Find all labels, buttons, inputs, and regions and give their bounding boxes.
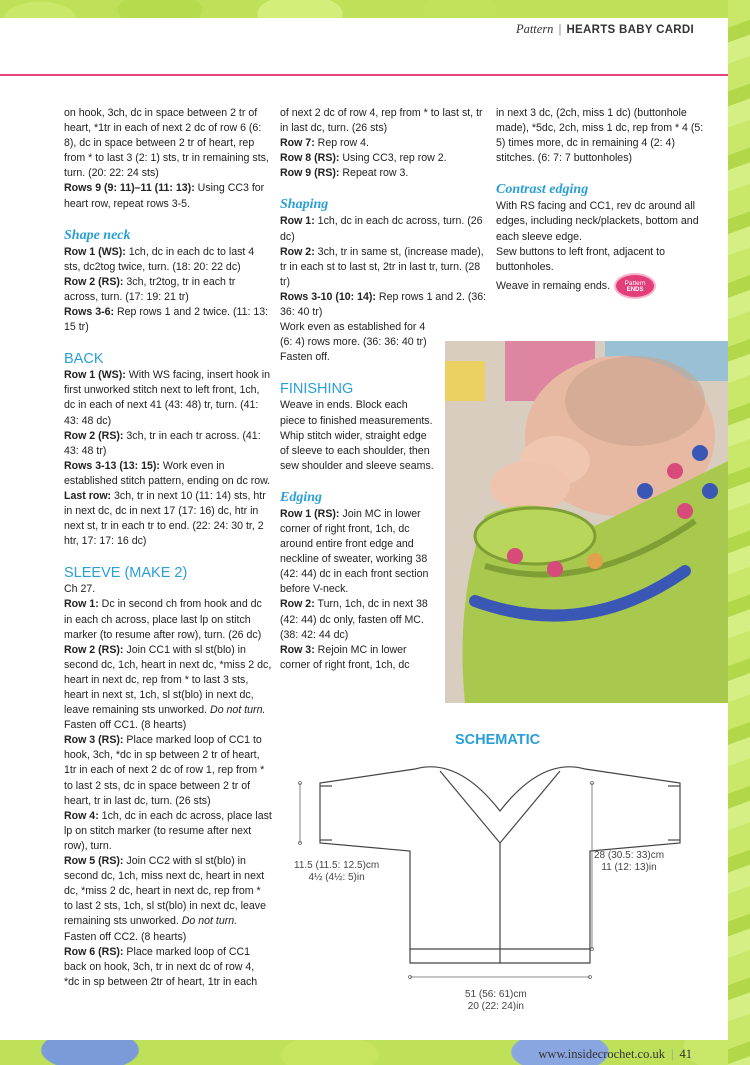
heading-back: BACK xyxy=(64,351,104,368)
paragraph: Weave in ends. Block each piece to finished measurements. Whip stitch wider, straight edge of sleeve to each shoulder, then sew shoulder and sleeve seams. xyxy=(280,399,434,472)
paragraph: Rows 3-13 (13: 15): Work even in established stitch pattern, ending on dc row. xyxy=(64,459,271,487)
column-3 xyxy=(496,106,711,297)
paragraph: With RS facing and CC1, rev dc around all edges, including neck/plackets, bottom and each sleeve edge. xyxy=(496,200,699,243)
header-section: Pattern xyxy=(515,22,554,36)
heading-shape-neck: Shape neck xyxy=(64,227,131,243)
heading-finishing: FINISHING xyxy=(280,381,354,398)
paragraph: Ch 27. xyxy=(64,583,96,596)
paragraph: in next 3 dc, (2ch, miss 1 dc) (buttonhole made), *5dc, 2ch, miss 1 dc, rep from * 4 (5: 5) times more, dc in remaining 4 (2: 4) stitches. (6: 7: 7 buttonholes) xyxy=(496,107,704,165)
paragraph: Row 2: Turn, 1ch, dc in next 38 (42: 44) dc only, fasten off MC. (38: 42: 44 dc) xyxy=(280,598,428,641)
paragraph: Row 7: Rep row 4. xyxy=(280,137,369,150)
paragraph: Row 1: 1ch, dc in each dc across, turn. (26 dc) xyxy=(280,215,483,243)
width-measurement: 51 (56: 61)cm 20 (22: 24)in xyxy=(465,989,527,1012)
paragraph: on hook, 3ch, dc in space between 2 tr of heart, *1tr in each of next 2 dc of row 6 (6: 8), dc in space between 2 tr of heart, rep from * to last 3 (2: 1) sts, tr in remaining sts, turn. (20: 22: 24 sts) xyxy=(64,107,269,180)
paragraph: Rows 9 (9: 11)–11 (11: 13): Using CC3 for heart row, repeat rows 3-5. xyxy=(64,182,265,210)
paragraph: Row 1: Dc in second ch from hook and dc in each ch across, place last lp on stitch marker (to resume after row), turn. (26 dc) xyxy=(64,598,262,641)
pattern-ends-badge: Pattern ENDS xyxy=(616,275,654,297)
paragraph: Row 5 (RS): Join CC2 with sl st(blo) in second dc, 1ch, miss next dc, heart in next dc, *miss 2 dc, heart in next dc, rep from * to last 2 sts, 1ch, sl st(blo) in next dc, leave remaining sts unworked. Do not turn. Fasten off CC2. (8 hearts) xyxy=(64,855,266,943)
page-header: Pattern | HEARTS BABY CARDI xyxy=(515,22,694,36)
paragraph: Row 9 (RS): Repeat row 3. xyxy=(280,167,409,180)
column-1 xyxy=(64,106,272,990)
paragraph: Row 2 (RS): 3ch, tr2tog, tr in each tr across, turn. (17: 19: 21 tr) xyxy=(64,275,236,303)
paragraph: Last row: 3ch, tr in next 10 (11: 14) sts, htr in next dc, dc in next 17 (17: 16) dc, htr in next st, tr in each tr to end. (22: 24: 30 tr, 2 htr, 17: 17: 16 dc) xyxy=(64,489,266,548)
heading-shaping: Shaping xyxy=(280,197,329,213)
paragraph: Row 3: Rejoin MC in lower corner of right front, 1ch, dc xyxy=(280,643,410,671)
paragraph: Row 3 (RS): Place marked loop of CC1 to hook, 3ch, *dc in sp between 2 tr of heart, 1tr in each of next 2 dc of row 1, rep from * to last 2 sts, dc in space between 2 tr of heart, tr in last dc, turn. (26 sts) xyxy=(64,734,265,807)
paragraph: Row 6 (RS): Place marked loop of CC1 back on hook, 3ch, tr in next dc of row 4, *dc in sp between 2tr of heart, 1tr in each xyxy=(64,945,258,988)
header-title: HEARTS BABY CARDI xyxy=(566,24,694,36)
page-footer: www.insidecrochet.co.uk | 41 xyxy=(538,1047,692,1061)
heading-edging: Edging xyxy=(280,489,323,505)
paragraph: Rows 3-6: Rep rows 1 and 2 twice. (11: 13: 15 tr) xyxy=(64,306,269,334)
paragraph: Work even as established for 4 (6: 4) rows more. (36: 36: 40 tr) Fasten off. xyxy=(280,321,427,364)
paragraph: Row 1 (RS): Join MC in lower corner of right front, 1ch, dc around entire front edge and neckline of sweater, working 38 (42: 44) dc in each front section before V-neck. xyxy=(280,507,429,596)
paragraph: Row 8 (RS): Using CC3, rep row 2. xyxy=(280,152,447,165)
length-measurement: 28 (30.5: 33)cm 11 (12: 13)in xyxy=(594,850,665,873)
heading-contrast-edging: Contrast edging xyxy=(496,182,589,198)
paragraph: Row 2: 3ch, tr in same st, (increase made), tr in each st to last st, 2tr in last tr, turn. (28 tr) xyxy=(280,245,484,288)
baby-photo-illustration xyxy=(445,341,728,703)
paragraph: Rows 3-10 (10: 14): Rep rows 1 and 2. (36: 36: 40 tr) xyxy=(280,290,487,319)
paragraph: Row 4: 1ch, dc in each dc across, place last lp on stitch marker (to resume after next row), turn. xyxy=(64,809,272,852)
yarn-border-right xyxy=(728,0,750,1065)
paragraph: Sew buttons to left front, adjacent to buttonholes. xyxy=(496,245,666,273)
paragraph: Row 1 (WS): With WS facing, insert hook in first unworked stitch next to left front, 1ch, dc in each of next 41 (43: 48) tr, turn. (41: 43: 48 dc) xyxy=(64,369,271,427)
page-number: 41 xyxy=(679,1047,692,1061)
header-rule xyxy=(0,74,728,76)
paragraph: Row 1 (WS): 1ch, dc in each dc to last 4 sts, dc2tog twice, turn. (18: 20: 22 dc) xyxy=(64,245,255,273)
magazine-page xyxy=(0,18,728,1061)
sleeve-measurement: 11.5 (11.5: 12.5)cm 4½ (4½: 5)in xyxy=(294,860,380,883)
footer-url: www.insidecrochet.co.uk xyxy=(538,1047,665,1061)
baby-photo xyxy=(445,341,728,703)
heading-sleeve: SLEEVE (MAKE 2) xyxy=(64,565,188,582)
paragraph: Row 2 (RS): Join CC1 with sl st(blo) in second dc, 1ch, heart in next dc, *miss 2 dc, heart in next dc, rep from * to last 3 sts, heart in next st, 1ch, sl st(blo) in next dc, leave remaining sts unworked. Do not turn. Fasten off CC1. (8 hearts) xyxy=(64,643,272,732)
paragraph: Row 2 (RS): 3ch, tr in each tr across. (41: 43: 48 tr) xyxy=(64,429,261,457)
schematic-title: SCHEMATIC xyxy=(455,732,541,748)
paragraph: Weave in remaing ends. Pattern ENDS xyxy=(496,275,711,297)
paragraph: of next 2 dc of row 4, rep from * to last st, tr in last dc, turn. (26 sts) xyxy=(280,107,483,135)
